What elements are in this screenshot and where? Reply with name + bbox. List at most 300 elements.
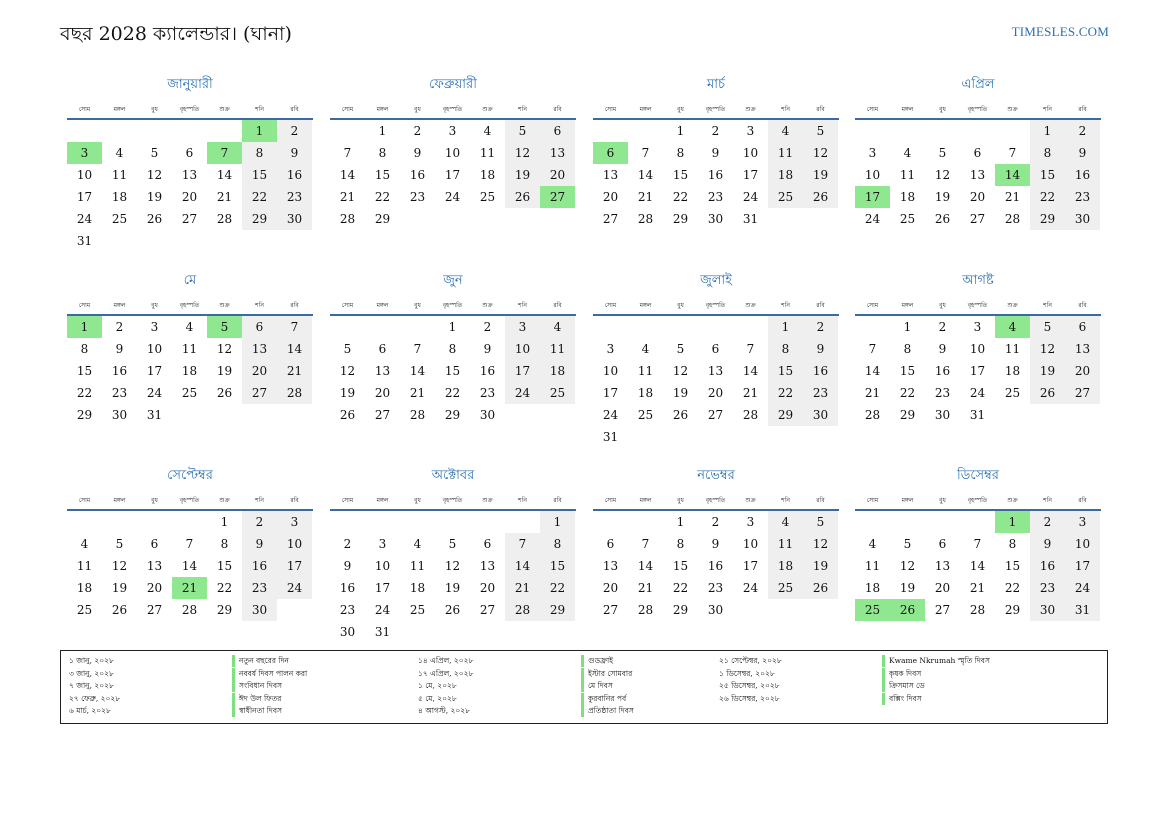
weekday-header <box>855 495 1101 507</box>
day-cell: 12 <box>1030 338 1065 360</box>
day-cell: 2 <box>711 515 720 529</box>
legend-date: ৭ জানু, ২০২৮ <box>69 681 114 690</box>
weekday-label: বুধ <box>414 302 421 309</box>
month-name: আগষ্ট <box>962 273 994 288</box>
day-cell: 3 <box>746 124 755 138</box>
day-cell: 19 <box>803 555 838 577</box>
day-cell: 9 <box>1030 533 1065 555</box>
weekday-label: শনি <box>781 497 790 504</box>
holiday-day-cell: 26 <box>890 599 925 621</box>
weekday-label: শনি <box>255 497 264 504</box>
weekday-label: সোম <box>341 106 354 113</box>
day-cell: 29 <box>1004 603 1021 617</box>
day-cell: 2 <box>483 320 492 334</box>
day-cell: 30 <box>111 408 128 422</box>
day-cell: 11 <box>181 342 198 356</box>
day-cell: 31 <box>1065 599 1100 621</box>
day-cell: 21 <box>505 577 540 599</box>
day-cell: 4 <box>641 342 650 356</box>
day-cell: 6 <box>378 342 387 356</box>
day-cell: 20 <box>602 190 619 204</box>
weekday-label: মঙ্গল <box>639 106 652 113</box>
weekday-label: বৃহস্পতি <box>967 302 988 309</box>
day-cell: 15 <box>899 364 916 378</box>
day-cell: 19 <box>803 164 838 186</box>
day-cell: 26 <box>1030 382 1065 404</box>
legend-holiday-name: বক্সিং দিবস <box>882 693 922 705</box>
day-cell: 22 <box>216 581 233 595</box>
day-cell: 17 <box>742 559 759 573</box>
weekday-label: রবি <box>290 302 299 309</box>
weekday-label: মঙ্গল <box>113 497 126 504</box>
day-cell: 20 <box>479 581 496 595</box>
day-cell: 4 <box>115 146 124 160</box>
day-cell: 18 <box>76 581 93 595</box>
day-cell: 19 <box>111 581 128 595</box>
day-cell: 6 <box>606 537 615 551</box>
weekday-label: সোম <box>604 302 617 309</box>
day-cell: 29 <box>374 212 391 226</box>
day-cell: 5 <box>803 120 838 142</box>
day-cell: 25 <box>111 212 128 226</box>
legend-date: ১ জানু, ২০২৮ <box>69 656 114 665</box>
day-cell: 5 <box>150 146 159 160</box>
legend-holiday-name: মে দিবস <box>581 680 613 692</box>
weekday-label: বুধ <box>939 106 946 113</box>
day-cell: 31 <box>969 408 986 422</box>
day-cell: 21 <box>742 386 759 400</box>
day-cell: 25 <box>768 186 803 208</box>
legend-holiday-name: ঈদ উল ফিতর <box>232 693 281 705</box>
day-cell: 7 <box>413 342 422 356</box>
weekday-label: শুক্র <box>482 106 493 113</box>
weekday-label: শুক্র <box>745 302 756 309</box>
day-cell: 1 <box>220 515 229 529</box>
month-name: মার্চ <box>706 77 725 92</box>
weekday-label: বৃহস্পতি <box>442 106 463 113</box>
day-cell: 23 <box>934 386 951 400</box>
day-cell: 6 <box>150 537 159 551</box>
day-cell: 11 <box>76 559 93 573</box>
legend-holiday-name: কুরবানির পর্ব <box>581 693 626 705</box>
day-cell: 8 <box>220 537 229 551</box>
weekday-label: রবি <box>816 497 825 504</box>
day-cell: 16 <box>707 168 724 182</box>
day-cell: 31 <box>146 408 163 422</box>
day-cell: 23 <box>339 603 356 617</box>
day-cell: 5 <box>115 537 124 551</box>
legend-holiday-name: নববর্ষ দিবস পালন করা <box>232 668 307 680</box>
day-cell: 5 <box>505 120 540 142</box>
day-cell: 29 <box>540 599 575 621</box>
holiday-day-cell: 3 <box>67 142 102 164</box>
day-cell: 3 <box>378 537 387 551</box>
weekday-label: রবি <box>290 497 299 504</box>
day-cell: 29 <box>672 212 689 226</box>
day-cell: 24 <box>505 382 540 404</box>
day-cell: 28 <box>637 212 654 226</box>
weekday-label: শনি <box>518 106 527 113</box>
day-cell: 14 <box>505 555 540 577</box>
legend-holiday-name: কৃষক দিবস <box>882 668 921 680</box>
day-cell: 26 <box>934 212 951 226</box>
day-cell: 30 <box>339 625 356 639</box>
day-cell: 10 <box>76 168 93 182</box>
weekday-label: শনি <box>1043 497 1052 504</box>
day-cell: 17 <box>374 581 391 595</box>
day-cell: 18 <box>899 190 916 204</box>
day-cell: 18 <box>637 386 654 400</box>
legend-date: ৪ আগস্ট, ২০২৮ <box>418 706 470 715</box>
weekday-label: সোম <box>604 497 617 504</box>
day-cell: 27 <box>602 212 619 226</box>
day-cell: 26 <box>146 212 163 226</box>
day-cell: 26 <box>672 408 689 422</box>
day-cell: 2 <box>1030 511 1065 533</box>
day-cell: 14 <box>742 364 759 378</box>
weekday-header <box>593 495 839 507</box>
day-cell: 1 <box>540 511 575 533</box>
weekday-label: বৃহস্পতি <box>179 497 200 504</box>
day-cell: 23 <box>479 386 496 400</box>
day-cell: 8 <box>676 537 685 551</box>
day-cell: 19 <box>146 190 163 204</box>
day-cell: 13 <box>1065 338 1100 360</box>
day-cell: 14 <box>864 364 881 378</box>
day-cell: 28 <box>637 603 654 617</box>
day-cell: 12 <box>672 364 689 378</box>
day-cell: 11 <box>864 559 881 573</box>
day-cell: 23 <box>409 190 426 204</box>
weekday-label: শনি <box>1043 106 1052 113</box>
day-cell: 16 <box>111 364 128 378</box>
day-cell: 26 <box>505 186 540 208</box>
day-cell: 15 <box>1004 559 1021 573</box>
day-cell: 22 <box>1030 186 1065 208</box>
weekday-label: সোম <box>866 302 879 309</box>
day-cell: 9 <box>711 146 720 160</box>
day-cell: 9 <box>413 146 422 160</box>
day-cell: 3 <box>746 515 755 529</box>
day-cell: 7 <box>868 342 877 356</box>
day-cell: 4 <box>768 511 803 533</box>
weekday-label: রবি <box>553 497 562 504</box>
weekday-label: রবি <box>553 302 562 309</box>
weekday-header <box>593 104 839 116</box>
day-cell: 26 <box>444 603 461 617</box>
day-cell: 15 <box>76 364 93 378</box>
holiday-day-cell: 1 <box>995 511 1030 533</box>
day-cell: 1 <box>448 320 457 334</box>
legend-holiday-name: নতুন বছরের দিন <box>232 655 289 667</box>
day-cell: 25 <box>76 603 93 617</box>
day-cell: 7 <box>343 146 352 160</box>
day-cell: 2 <box>242 511 277 533</box>
day-cell: 25 <box>637 408 654 422</box>
day-cell: 28 <box>277 382 312 404</box>
day-cell: 2 <box>343 537 352 551</box>
weekday-label: সোম <box>341 497 354 504</box>
weekday-label: সোম <box>78 497 91 504</box>
day-cell: 9 <box>483 342 492 356</box>
day-cell: 7 <box>505 533 540 555</box>
day-cell: 18 <box>768 164 803 186</box>
day-cell: 11 <box>768 142 803 164</box>
legend-date: ২৬ ডিসেম্বর, ২০২৮ <box>719 693 780 703</box>
day-cell: 10 <box>742 537 759 551</box>
day-cell: 10 <box>602 364 619 378</box>
day-cell: 20 <box>242 360 277 382</box>
holiday-day-cell: 21 <box>172 577 207 599</box>
month-name: অক্টোবর <box>431 468 475 483</box>
month-name: এপ্রিল <box>961 77 995 92</box>
weekday-header <box>67 495 313 507</box>
day-cell: 27 <box>602 603 619 617</box>
weekday-label: সোম <box>866 497 879 504</box>
day-cell: 26 <box>803 577 838 599</box>
day-cell: 6 <box>540 120 575 142</box>
day-cell: 6 <box>185 146 194 160</box>
day-cell: 27 <box>707 408 724 422</box>
day-cell: 13 <box>602 168 619 182</box>
day-cell: 29 <box>76 408 93 422</box>
weekday-label: শনি <box>781 302 790 309</box>
day-cell: 20 <box>934 581 951 595</box>
day-cell: 20 <box>1065 360 1100 382</box>
day-cell: 2 <box>711 124 720 138</box>
day-cell: 30 <box>479 408 496 422</box>
day-cell: 8 <box>768 338 803 360</box>
month-name: নভেম্বর <box>697 468 735 483</box>
day-cell: 13 <box>969 168 986 182</box>
month-name: জুন <box>443 273 463 288</box>
day-cell: 3 <box>868 146 877 160</box>
day-cell: 12 <box>216 342 233 356</box>
weekday-label: শনি <box>518 497 527 504</box>
day-cell: 15 <box>444 364 461 378</box>
weekday-label: শুক্র <box>1007 106 1018 113</box>
day-cell: 9 <box>277 142 312 164</box>
day-cell: 4 <box>868 537 877 551</box>
day-cell: 27 <box>374 408 391 422</box>
day-cell: 31 <box>374 625 391 639</box>
weekday-label: বৃহস্পতি <box>179 106 200 113</box>
day-cell: 22 <box>444 386 461 400</box>
day-cell: 12 <box>899 559 916 573</box>
day-cell: 16 <box>277 164 312 186</box>
weekday-label: মঙ্গল <box>376 497 389 504</box>
holiday-day-cell: 1 <box>242 120 277 142</box>
day-cell: 20 <box>374 386 391 400</box>
day-cell: 21 <box>339 190 356 204</box>
weekday-header <box>67 104 313 116</box>
weekday-label: শনি <box>255 302 264 309</box>
day-cell: 24 <box>374 603 391 617</box>
legend-holiday-name: ক্রিসমাস ডে <box>882 680 925 692</box>
day-cell: 8 <box>1030 142 1065 164</box>
weekday-label: বুধ <box>414 497 421 504</box>
weekday-label: বৃহস্পতি <box>967 106 988 113</box>
page-title: বছর 2028 ক্যালেন্ডার। (ঘানা) <box>60 23 292 45</box>
day-cell: 18 <box>181 364 198 378</box>
weekday-label: বুধ <box>151 302 158 309</box>
month-name: ফেব্রুয়ারী <box>429 77 477 92</box>
day-cell: 22 <box>899 386 916 400</box>
day-cell: 1 <box>378 124 387 138</box>
day-cell: 25 <box>181 386 198 400</box>
weekday-label: শুক্র <box>219 106 230 113</box>
day-cell: 8 <box>378 146 387 160</box>
day-cell: 17 <box>742 168 759 182</box>
day-cell: 28 <box>339 212 356 226</box>
day-cell: 22 <box>540 577 575 599</box>
day-cell: 6 <box>711 342 720 356</box>
day-cell: 16 <box>803 360 838 382</box>
day-cell: 23 <box>1030 577 1065 599</box>
day-cell: 28 <box>969 603 986 617</box>
holiday-day-cell: 17 <box>855 186 890 208</box>
day-cell: 5 <box>676 342 685 356</box>
day-cell: 28 <box>216 212 233 226</box>
weekday-label: সোম <box>78 302 91 309</box>
day-cell: 30 <box>242 599 277 621</box>
day-cell: 14 <box>409 364 426 378</box>
weekday-label: রবি <box>290 106 299 113</box>
weekday-label: বৃহস্পতি <box>442 497 463 504</box>
day-cell: 2 <box>1065 120 1100 142</box>
day-cell: 17 <box>444 168 461 182</box>
day-cell: 20 <box>707 386 724 400</box>
day-cell: 11 <box>768 533 803 555</box>
day-cell: 8 <box>80 342 89 356</box>
day-cell: 29 <box>216 603 233 617</box>
day-cell: 25 <box>479 190 496 204</box>
day-cell: 9 <box>1065 142 1100 164</box>
day-cell: 20 <box>969 190 986 204</box>
day-cell: 3 <box>973 320 982 334</box>
day-cell: 14 <box>969 559 986 573</box>
holiday-day-cell: 4 <box>995 316 1030 338</box>
day-cell: 15 <box>672 168 689 182</box>
day-cell: 13 <box>146 559 163 573</box>
weekday-label: শুক্র <box>482 302 493 309</box>
weekday-label: বুধ <box>414 106 421 113</box>
day-cell: 22 <box>672 190 689 204</box>
month-name: সেপ্টেম্বর <box>167 468 213 483</box>
day-cell: 18 <box>864 581 881 595</box>
day-cell: 25 <box>768 577 803 599</box>
weekday-label: মঙ্গল <box>376 302 389 309</box>
weekday-label: শনি <box>518 302 527 309</box>
day-cell: 17 <box>76 190 93 204</box>
day-cell: 20 <box>146 581 163 595</box>
holiday-day-cell: 6 <box>593 142 628 164</box>
day-cell: 9 <box>242 533 277 555</box>
day-cell: 21 <box>409 386 426 400</box>
site-link[interactable]: TIMESLES.COM <box>1011 24 1109 39</box>
weekday-label: রবি <box>816 302 825 309</box>
day-cell: 21 <box>216 190 233 204</box>
day-cell: 31 <box>742 212 759 226</box>
day-cell: 12 <box>146 168 163 182</box>
day-cell: 27 <box>934 603 951 617</box>
legend-date: ১ ডিসেম্বর, ২০২৮ <box>719 668 775 678</box>
legend-holiday-name: গুডফ্রাই <box>581 655 613 667</box>
day-cell: 23 <box>242 577 277 599</box>
weekday-header <box>593 300 839 312</box>
day-cell: 12 <box>803 533 838 555</box>
weekday-header <box>330 300 576 312</box>
day-cell: 16 <box>409 168 426 182</box>
day-cell: 3 <box>150 320 159 334</box>
day-cell: 24 <box>864 212 881 226</box>
day-cell: 29 <box>1030 208 1065 230</box>
day-cell: 24 <box>444 190 461 204</box>
day-cell: 28 <box>409 408 426 422</box>
day-cell: 20 <box>602 581 619 595</box>
day-cell: 15 <box>216 559 233 573</box>
day-cell: 28 <box>742 408 759 422</box>
day-cell: 24 <box>742 581 759 595</box>
day-cell: 11 <box>409 559 426 573</box>
day-cell: 2 <box>803 316 838 338</box>
day-cell: 16 <box>479 364 496 378</box>
weekday-label: বুধ <box>151 106 158 113</box>
day-cell: 11 <box>111 168 128 182</box>
day-cell: 14 <box>216 168 233 182</box>
weekday-header <box>67 300 313 312</box>
day-cell: 27 <box>242 382 277 404</box>
holiday-legend <box>60 650 1108 724</box>
day-cell: 26 <box>216 386 233 400</box>
day-cell: 16 <box>707 559 724 573</box>
day-cell: 9 <box>115 342 124 356</box>
day-cell: 10 <box>864 168 881 182</box>
day-cell: 21 <box>637 581 654 595</box>
day-cell: 29 <box>444 408 461 422</box>
weekday-label: বৃহস্পতি <box>442 302 463 309</box>
day-cell: 30 <box>707 212 724 226</box>
holiday-day-cell: 14 <box>995 164 1030 186</box>
weekday-label: বুধ <box>677 302 684 309</box>
weekday-label: সোম <box>78 106 91 113</box>
day-cell: 12 <box>934 168 951 182</box>
weekday-label: বুধ <box>677 106 684 113</box>
legend-date: ৩ জানু, ২০২৮ <box>69 668 114 678</box>
day-cell: 23 <box>803 382 838 404</box>
day-cell: 24 <box>146 386 163 400</box>
day-cell: 29 <box>242 208 277 230</box>
day-cell: 19 <box>1030 360 1065 382</box>
legend-date: ২৭ ফেব্রু, ২০২৮ <box>69 693 121 703</box>
legend-date: ২৫ ডিসেম্বর, ২০২৮ <box>719 681 780 690</box>
day-cell: 11 <box>479 146 496 160</box>
holiday-day-cell: 25 <box>855 599 890 621</box>
day-cell: 14 <box>277 338 312 360</box>
day-cell: 22 <box>242 186 277 208</box>
day-cell: 28 <box>181 603 198 617</box>
weekday-label: সোম <box>866 106 879 113</box>
day-cell: 27 <box>181 212 198 226</box>
day-cell: 7 <box>746 342 755 356</box>
day-cell: 24 <box>742 190 759 204</box>
day-cell: 27 <box>969 212 986 226</box>
day-cell: 15 <box>242 164 277 186</box>
weekday-label: বৃহস্পতি <box>705 302 726 309</box>
day-cell: 3 <box>1065 511 1100 533</box>
weekday-label: মঙ্গল <box>639 302 652 309</box>
day-cell: 6 <box>1065 316 1100 338</box>
